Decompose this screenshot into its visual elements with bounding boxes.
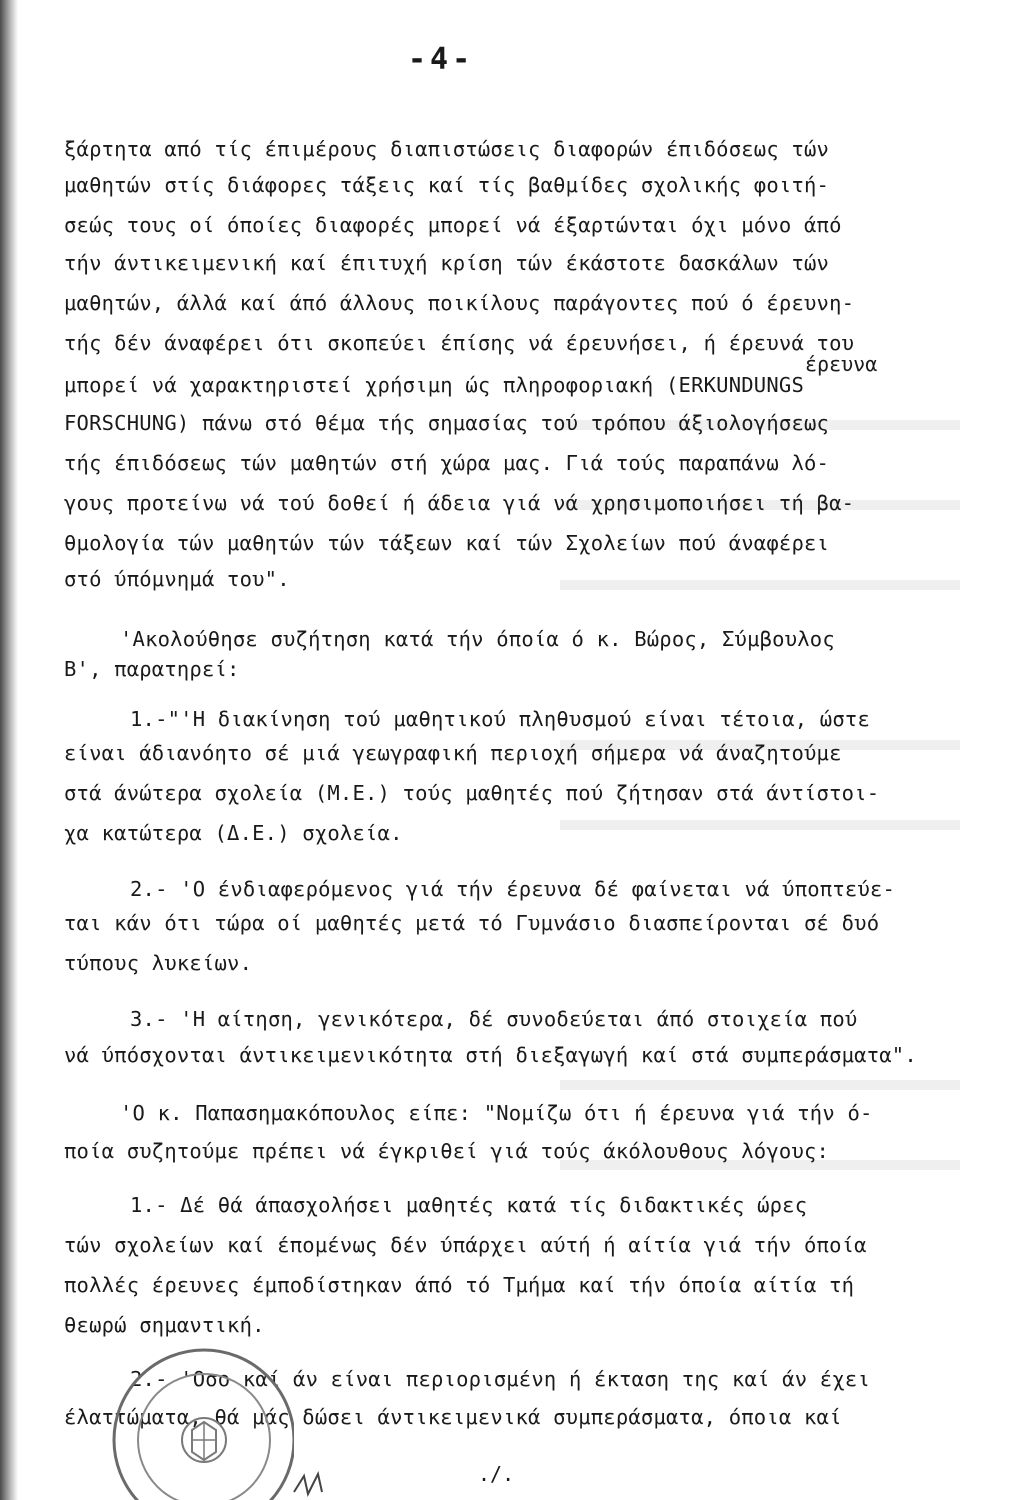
scan-left-edge — [0, 0, 18, 1500]
text-line: τής έπιδόσεως τών μαθητών στή χώρα μας. Γιά τούς παραπάνω λό- — [64, 451, 830, 475]
signature-mark — [290, 1470, 370, 1498]
text-line: σεώς τους οί όποίες διαφορές μπορεί νά έξαρτώνται όχι μόνο άπό — [64, 213, 842, 237]
text-line: ται κάν ότι τώρα οί μαθητές μετά τό Γυμνάσιο διασπείρονται σέ δυό — [64, 911, 880, 935]
text-line: 2.- 'Ο ένδιαφερόμενος γιά τήν έρευνα δέ φαίνεται νά ύποπτεύε- — [130, 877, 896, 901]
text-line: είναι άδιανόητο σέ μιά γεωγραφική περιοχή σήμερα νά άναζητούμε — [64, 741, 842, 765]
page-number: -4- — [408, 42, 475, 77]
text-line: θμολογία τών μαθητών τών τάξεων καί τών Σχολείων πού άναφέρει — [64, 531, 830, 555]
handwritten-insertion: έρευνα — [805, 352, 878, 376]
text-line: τύπους λυκείων. — [64, 951, 253, 975]
text-line: τών σχολείων καί έπομένως δέν ύπάρχει αύτή ή αίτία γιά τήν όποία — [64, 1233, 867, 1257]
text-line: 1.- Δέ θά άπασχολήσει μαθητές κατά τίς διδακτικές ώρες — [130, 1193, 808, 1217]
text-line: 3.- 'Η αίτηση, γενικότερα, δέ συνοδεύεται άπό στοιχεία πού — [130, 1007, 858, 1031]
text-line: 'Ο κ. Παπασημακόπουλος είπε: "Νομίζω ότι ή έρευνα γιά τήν ό- — [120, 1101, 873, 1125]
official-seal-icon — [94, 1330, 294, 1500]
text-line: FORSCHUNG) πάνω στό θέμα τής σημασίας τού τρόπου άξιολογήσεως — [64, 411, 830, 435]
text-line: τήν άντικειμενική καί έπιτυχή κρίση τών έκάστοτε δασκάλων τών — [64, 251, 830, 275]
text-line: μαθητών στίς διάφορες τάξεις καί τίς βαθμίδες σχολικής φοιτή- — [64, 173, 830, 197]
text-line: 2.- 'Οσο καί άν είναι περιορισμένη ή έκταση της καί άν έχει — [130, 1367, 870, 1391]
text-line: πολλές έρευνες έμποδίστηκαν άπό τό Τμήμα καί τήν όποία αίτία τή — [64, 1273, 855, 1297]
text-line: μαθητών, άλλά καί άπό άλλους ποικίλους παράγοντες πού ό έρευνη- — [64, 291, 855, 315]
text-line: χα κατώτερα (Δ.Ε.) σχολεία. — [64, 821, 403, 845]
text-line: Β', παρατηρεί: — [64, 657, 240, 681]
text-line: νά ύπόσχονται άντικειμενικότητα στή διεξαγωγή καί στά συμπεράσματα". — [64, 1043, 917, 1067]
text-line: μπορεί νά χαρακτηριστεί χρήσιμη ώς πληροφοριακή (ERKUNDUNGS — [64, 373, 804, 397]
text-line: 'Ακολούθησε συζήτηση κατά τήν όποία ό κ. Βώρος, Σύμβουλος — [120, 627, 835, 651]
text-line: έλαττώματα, θά μάς δώσει άντικειμενικά συμπεράσματα, όποια καί — [64, 1405, 842, 1429]
text-line: στό ύπόμνημά του". — [64, 567, 290, 591]
text-line: θεωρώ σημαντική. — [64, 1313, 265, 1337]
text-line: τής δέν άναφέρει ότι σκοπεύει έπίσης νά έρευνήσει, ή έρευνά του — [64, 331, 855, 355]
text-line: γους προτείνω νά τού δοθεί ή άδεια γιά νά χρησιμοποιήσει τή βα- — [64, 491, 855, 515]
text-line: στά άνώτερα σχολεία (Μ.Ε.) τούς μαθητές πού ζήτησαν στά άντίστοι- — [64, 781, 880, 805]
continuation-mark: ./. — [478, 1462, 515, 1486]
text-line: ξάρτητα από τίς έπιμέρους διαπιστώσεις διαφορών έπιδόσεως τών — [64, 137, 830, 161]
text-line: ποία συζητούμε πρέπει νά έγκριθεί γιά τούς άκόλουθους λόγους: — [64, 1139, 830, 1163]
text-line: 1.-"'Η διακίνηση τού μαθητικού πληθυσμού είναι τέτοια, ώστε — [130, 707, 870, 731]
